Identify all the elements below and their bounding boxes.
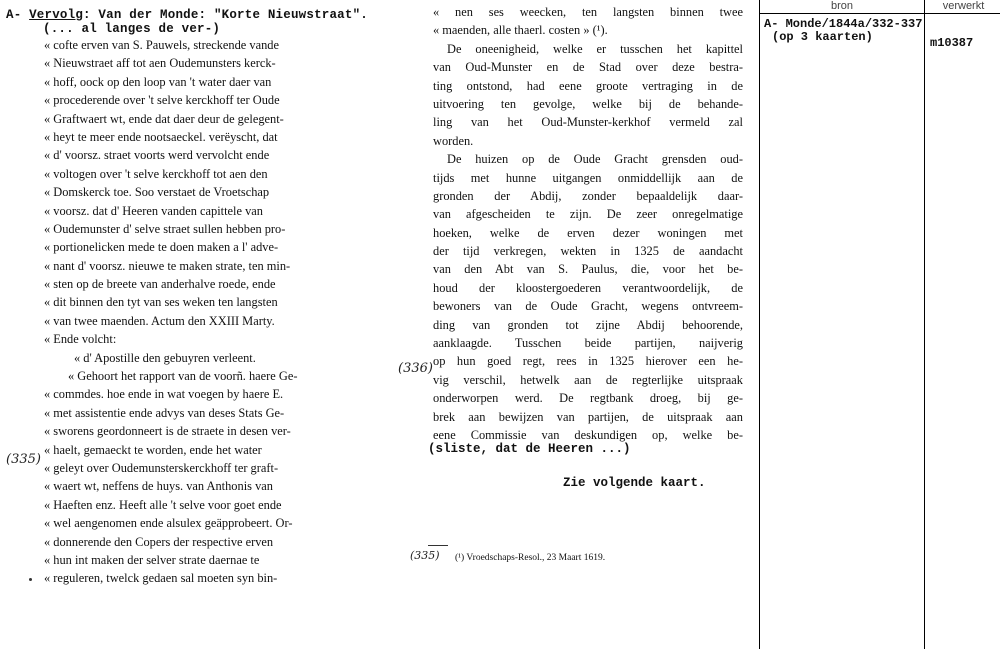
- table-column-divider: [924, 0, 925, 649]
- header-subtitle: (... al langes de ver-): [43, 22, 221, 36]
- text-line: ting ontstond, had eene groote vertraging in de: [433, 78, 743, 93]
- text-line: eene Commissie van deskundigen op, welke be-: [433, 427, 743, 442]
- stray-dot: [29, 578, 32, 581]
- header-title: : Van der Monde: "Korte Nieuwstraat".: [83, 8, 368, 22]
- text-line: onderworpen werd. De regtbank droeg, bij ge-: [433, 391, 743, 406]
- text-line: brek aan bewijzen van partijen, de uitspraak aan: [433, 409, 743, 424]
- reference-table: [759, 0, 1000, 649]
- text-line: « procederende over 't selve kerckhoff ter Oude: [44, 93, 280, 108]
- text-line: ding van gronden tot zijne Abdij behoorende,: [433, 317, 743, 332]
- text-line: « heyt te meer ende nootsaeckel. verëyscht, dat: [44, 129, 278, 144]
- next-card-note: Zie volgende kaart.: [563, 476, 706, 490]
- text-line: van afgescheiden te zijn. De zeer onregelmatige: [433, 207, 743, 222]
- text-line: « wel aengenomen ende alsulex geäpprobeert. Or-: [44, 516, 293, 531]
- card-header: [6, 8, 368, 22]
- text-line: « cofte erven van S. Pauwels, streckende vande: [44, 38, 279, 52]
- text-line: vig verschil, hetwelk aan de regterlijke uitspraak: [433, 372, 743, 387]
- text-line: « waert wt, neffens de huys. van Anthonis van: [44, 479, 273, 494]
- text-line: « voorsz. dat d' Heeren vanden capittele van: [44, 203, 263, 218]
- text-line: « voltogen over 't selve kerckhoff tot aen den: [44, 166, 268, 181]
- table-left-border: [759, 0, 760, 649]
- text-line: « Nieuwstraet aff tot aen Oudemunsters kerck-: [44, 56, 276, 71]
- text-line: der tijd verkregen, wekten in 1325 de aandacht: [433, 244, 743, 259]
- text-line: « Ende volcht:: [44, 332, 117, 347]
- text-line: bewoners van de Oude Gracht, wegens ontvreem-: [433, 299, 743, 314]
- table-header-bron: bron: [830, 0, 854, 12]
- right-text-column: [433, 3, 743, 444]
- text-line: « hun int maken der selver strate daernae te: [44, 552, 260, 567]
- text-line: gronden der Abdij, zonder bepaaldelijk daar-: [433, 188, 743, 203]
- text-line: « Domskerck toe. Soo verstaet de Vroetschap: [44, 185, 270, 200]
- text-line: van den Abt van S. Paulus, die, voor het be-: [433, 262, 743, 277]
- text-line: « reguleren, twelck gedaen sal moeten syn bin-: [44, 571, 278, 586]
- text-line: « met assistentie ende advys van deses Stats Ge-: [44, 405, 285, 420]
- text-line: ling van het Oud-Munster-kerkhof vermeld zal: [433, 115, 743, 130]
- text-line: « portionelicken mede te doen maken a l' adve-: [44, 240, 279, 255]
- text-line: « d' voorsz. straet voorts werd vervolcht ende: [44, 148, 270, 163]
- margin-note-335: (335): [6, 452, 41, 467]
- text-line: De huizen op de Oude Gracht grensden oud-: [447, 152, 743, 167]
- left-text-column: [44, 36, 374, 588]
- table-header-rule: [759, 13, 1000, 14]
- text-line: « haelt, gemaeckt te worden, ende het water: [44, 442, 262, 457]
- text-line: « sten op de breete van anderhalve roede, ende: [44, 277, 276, 292]
- text-line: « Haeften enz. Heeft alle 't selve voor goet ende: [44, 497, 282, 512]
- footnote-rule: [428, 545, 448, 546]
- header-vervolg: Vervolg: [29, 8, 84, 22]
- text-line: « dit binnen den tyt van ses weken ten langsten: [44, 295, 278, 310]
- header-prefix: A-: [6, 8, 22, 22]
- continuation-text: (sliste, dat de Heeren ...): [428, 442, 631, 456]
- table-cell-reference: A- Monde/1844a/332-337: [764, 17, 923, 31]
- text-line: « maenden, alle thaerl. costen » (¹).: [433, 23, 608, 38]
- table-cell-code: m10387: [930, 36, 974, 50]
- text-line: worden.: [433, 133, 474, 148]
- text-line: « hoff, oock op den loop van 't water daer van: [44, 74, 272, 89]
- text-line: « Gehoort het rapport van de voorñ. haere Ge-: [68, 369, 298, 384]
- footnote: (¹) Vroedschaps-Resol., 23 Maart 1619.: [455, 553, 606, 563]
- text-line: hoeken, welke de erven dezer woningen met: [433, 225, 743, 240]
- text-line: « commdes. hoe ende in wat voegen by haere E.: [44, 387, 284, 402]
- text-line: « geleyt over Oudemunsterskerckhoff ter graft-: [44, 460, 279, 475]
- text-line: houd der kloostergoederen verantwoordelijk, de: [433, 280, 743, 295]
- text-line: « donnerende den Copers der respective erven: [44, 534, 274, 549]
- text-line: tijds met hunne uitgangen onmiddellijk aan de: [433, 170, 743, 185]
- text-line: op hun goed regt, rees in 1325 hierover een he-: [433, 354, 743, 369]
- text-line: « nant d' voorsz. nieuwe te maken strate, ten min-: [44, 258, 291, 273]
- text-line: « Oudemunster d' selve straet sullen hebben pro-: [44, 221, 286, 236]
- text-line: uitvoering ten gevolge, welke bij de behande-: [433, 96, 743, 111]
- text-line: De oneenigheid, welke er tusschen het kapittel: [447, 41, 743, 56]
- text-line: « nen ses weecken, ten langsten binnen twee: [433, 5, 743, 19]
- margin-note-336: (336): [398, 361, 433, 376]
- text-line: « van twee maenden. Actum den XXIII Marty.: [44, 313, 275, 328]
- table-header-verwerkt: verwerkt: [942, 0, 985, 12]
- text-line: « d' Apostille den gebuyren verleent.: [74, 350, 256, 365]
- text-line: van Oud-Munster en de Stad over deze bestra-: [433, 60, 743, 75]
- text-line: « Graftwaert wt, ende dat daer deur de gelegent-: [44, 111, 284, 126]
- table-cell-reference-note: (op 3 kaarten): [772, 30, 873, 44]
- margin-note-335-footnote: (335): [410, 549, 440, 562]
- text-line: aanklaagde. Tusschen beide partijen, naijverig: [433, 336, 743, 351]
- text-line: « sworens geordonneert is de straete in desen ver-: [44, 424, 291, 439]
